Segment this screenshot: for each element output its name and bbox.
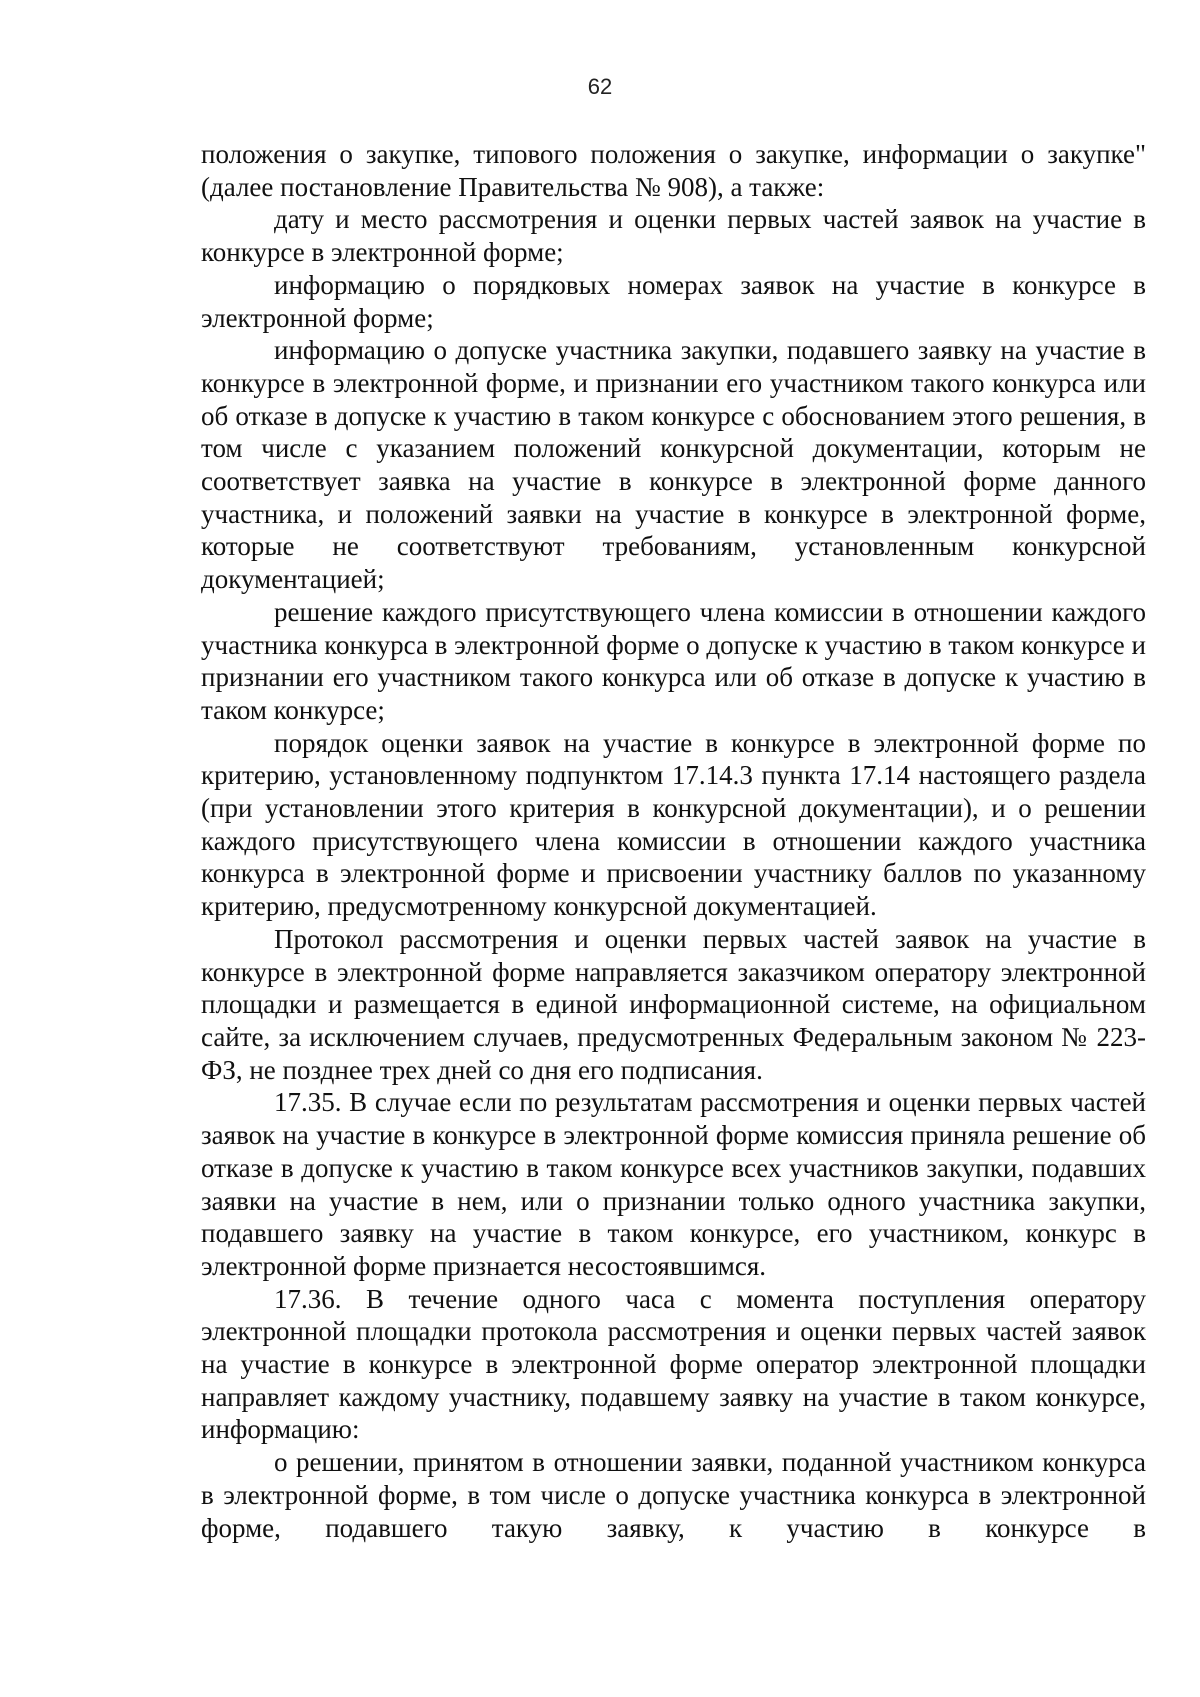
paragraph-application-numbers: информацию о порядковых номерах заявок на участие в конкурсе в электронной форме; <box>201 269 1146 333</box>
paragraph-protocol: Протокол рассмотрения и оценки первых частей заявок на участие в конкурсе в электронной форме направляется заказчиком оператору электронной площадки и размещается в единой информационной системе, на официальном сайте, за исключением случаев, предусмотренных Федеральным законом № 223-ФЗ, не позднее трех дней со дня его подписания. <box>201 923 1146 1085</box>
paragraph-continuation: положения о закупке, типового положения о закупке, информации о закупке" (далее постановление Правительства № 908), а также: <box>201 139 1146 202</box>
page-number: 62 <box>587 74 613 99</box>
paragraph-review-date: дату и место рассмотрения и оценки первых частей заявок на участие в конкурсе в электронной форме; <box>201 204 1146 268</box>
paragraph-evaluation-order: порядок оценки заявок на участие в конкурсе в электронной форме по критерию, установленному подпунктом 17.14.3 пункта 17.14 настоящего раздела (при установлении этого критерия в конкурсной документации), и о решении каждого присутствующего члена комиссии в отношении каждого участника конкурса в электронной форме и присвоении участнику баллов по указанному критерию, предусмотренному конкурсной документацией. <box>201 727 1146 922</box>
paragraph-decision-info: о решении, принятом в отношении заявки, поданной участником конкурса в электронной форме, в том числе о допуске участника конкурса в электронной форме, подавшего такую заявку, к участию в конкурсе в <box>201 1447 1146 1543</box>
paragraph-member-decision: решение каждого присутствующего члена комиссии в отношении каждого участника конкурса в электронной форме о допуске к участию в таком конкурсе и признании его участником такого конкурса или об отказе в допуске к участию в таком конкурсе; <box>201 596 1146 725</box>
paragraph-17-36: 17.36. В течение одного часа с момента поступления оператору электронной площадки протокола рассмотрения и оценки первых частей заявок на участие в конкурсе в электронной форме оператор электронной площадки направляет каждому участнику, подавшему заявку на участие в таком конкурсе, информацию: <box>201 1283 1146 1445</box>
paragraph-17-35: 17.35. В случае если по результатам рассмотрения и оценки первых частей заявок на участие в конкурсе в электронной форме комиссия приняла решение об отказе в допуске к участию в таком конкурсе всех участников закупки, подавших заявки на участие в нем, или о признании только одного участника закупки, подавшего заявку на участие в таком конкурсе, его участником, конкурс в электронной форме признается несостоявшимся. <box>201 1087 1146 1281</box>
page-body <box>201 138 1146 1544</box>
paragraph-admission-info: информацию о допуске участника закупки, подавшего заявку на участие в конкурсе в электронной форме, и признании его участником такого конкурса или об отказе в допуске к участию в таком конкурсе с обоснованием этого решения, в том числе с указанием положений конкурсной документации, которым не соответствует заявка на участие в конкурсе в электронной форме данного участника, и положений заявки на участие в конкурсе в электронной форме, которые не соответствуют требованиям, установленным конкурсной документацией; <box>201 335 1146 595</box>
